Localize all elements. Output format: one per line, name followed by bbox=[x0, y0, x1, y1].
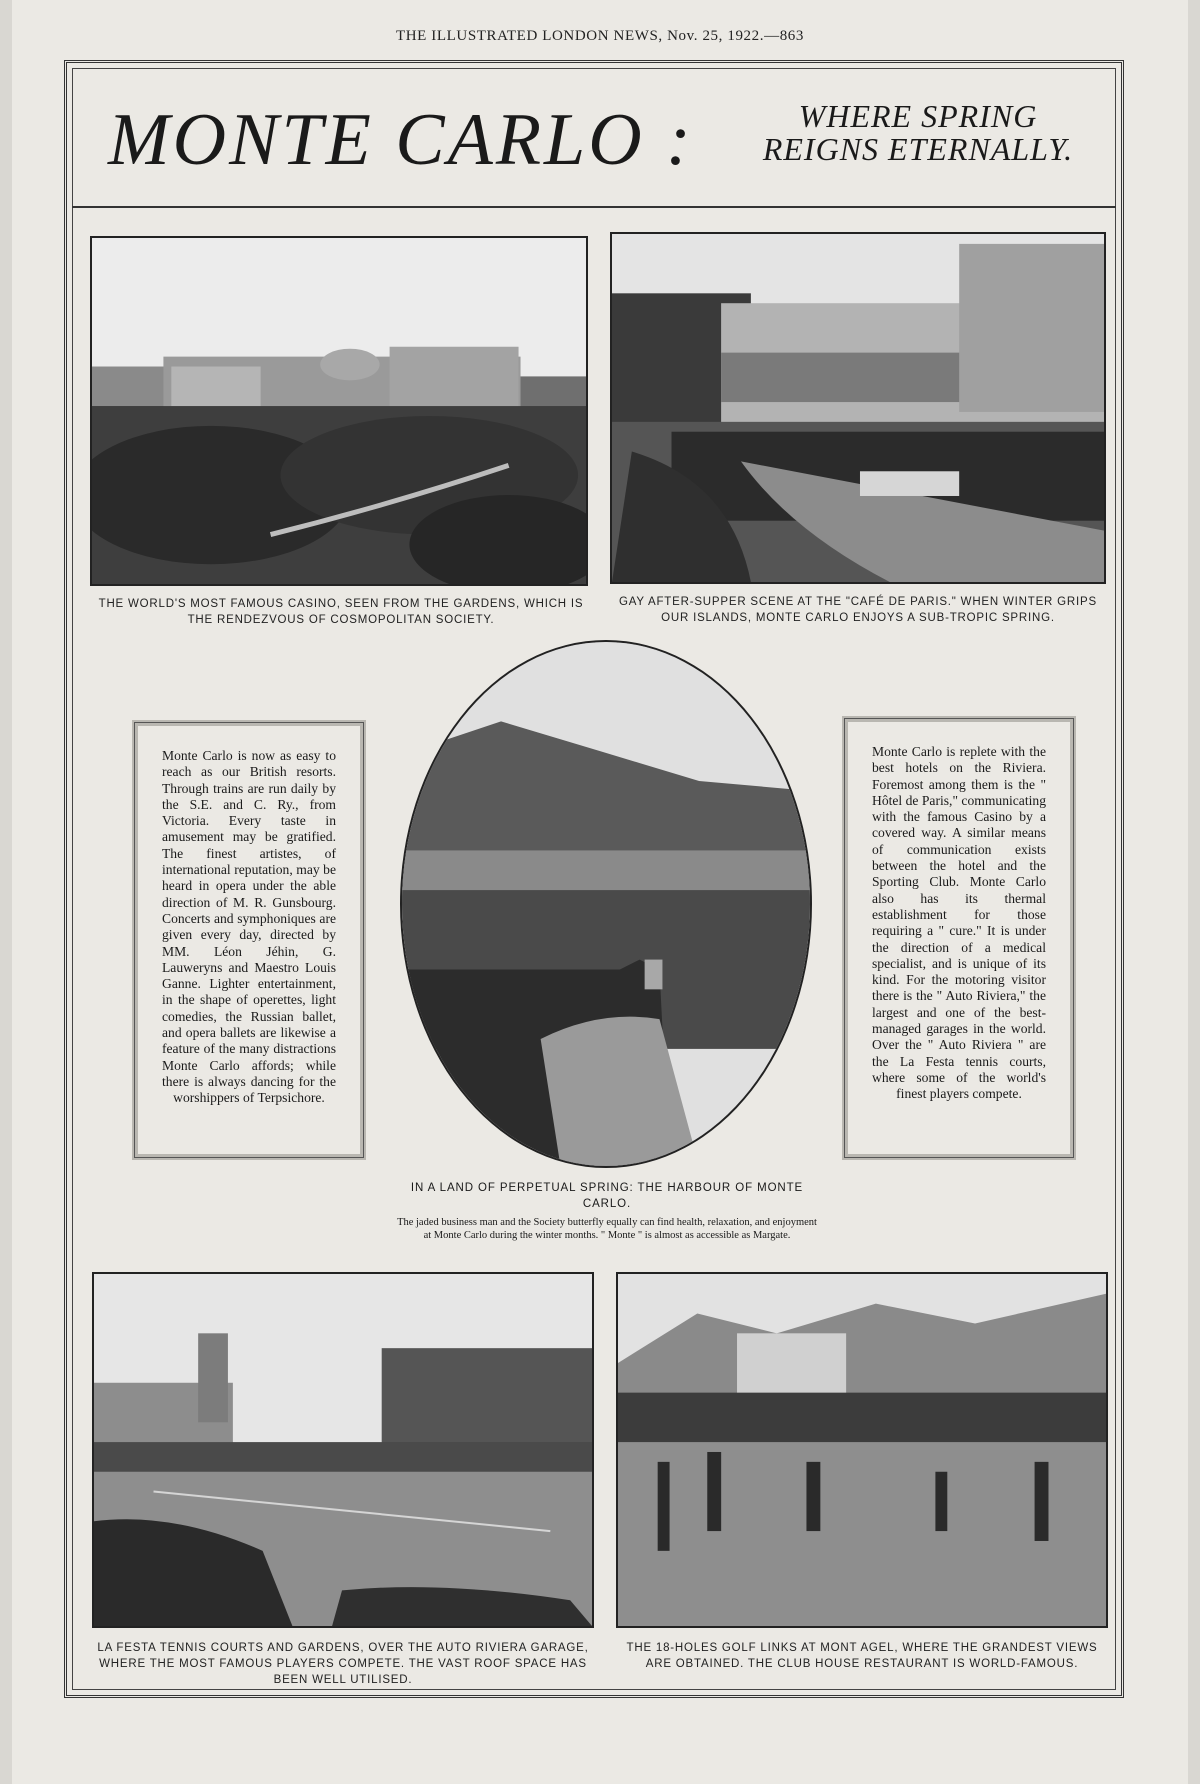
headline-sub bbox=[748, 100, 1088, 166]
left-text-box bbox=[132, 720, 366, 1160]
harbour-caption bbox=[392, 1180, 822, 1242]
cafe-photo bbox=[610, 232, 1106, 584]
golf-caption: THE 18-HOLES GOLF LINKS AT MONT AGEL, WHERE THE GRANDEST VIEWS ARE OBTAINED. THE CLUB HOUSE RESTAURANT IS WORLD-FAMOUS. bbox=[626, 1642, 1098, 1670]
casino-photo bbox=[90, 236, 588, 586]
right-text-box bbox=[842, 716, 1076, 1160]
left-text-body: Monte Carlo is now as easy to reach as our British resorts. Through trains are run daily by the S.E. and C. Ry., from Victoria. Every taste in amusement may be gratified. The finest artistes, of international reputation, may be heard in opera under the able direction of M. R. Gunsbourg. Concerts and symphoniques are given every day, directed by MM. Léon Jéhin, G. Lauweryns and Maestro Louis Ganne. Lighter entertainment, in the shape of operettes, light comedies, the Russian ballet, and opera ballets are likewise a feature of the many distractions Monte Carlo affords; while there is always dancing for the worshippers of Terpsichore. bbox=[162, 748, 336, 1106]
tennis-caption: LA FESTA TENNIS COURTS AND GARDENS, OVER THE AUTO RIVIERA GARAGE, WHERE THE MOST FAMOUS PLAYERS COMPETE. THE VAST ROOF SPACE HAS BEEN WELL UTILISED. bbox=[97, 1642, 589, 1686]
harbour-photo bbox=[400, 640, 812, 1168]
casino-caption: THE WORLD'S MOST FAMOUS CASINO, SEEN FROM THE GARDENS, WHICH IS THE RENDEZVOUS OF COSMOPOLITAN SOCIETY. bbox=[98, 598, 584, 626]
running-head: THE ILLUSTRATED LONDON NEWS, Nov. 25, 1922.—863 bbox=[395, 28, 805, 44]
right-text-body: Monte Carlo is replete with the best hotels on the Riviera. Foremost among them is the " Hôtel de Paris," communicating with the famous Casino by a covered way. A similar means of communication exists between the hotel and the Sporting Club. Monte Carlo also has its thermal establishment for those requiring a " cure." It is under the direction of a medical specialist, and is unique of its kind. For the motoring visitor there is the " Auto Riviera," the largest and one of the best-managed garages in the world. Over the " Auto Riviera " are the La Festa tennis courts, where some of the world's finest players compete. bbox=[872, 744, 1046, 1102]
newspaper-page bbox=[12, 0, 1188, 1784]
headline-sub-line1: WHERE SPRING bbox=[798, 98, 1038, 134]
harbour-caption-heading: IN A LAND OF PERPETUAL SPRING: THE HARBOUR OF MONTE CARLO. bbox=[410, 1182, 804, 1210]
headline-band bbox=[72, 68, 1116, 208]
cafe-caption: GAY AFTER-SUPPER SCENE AT THE "CAFÉ DE PARIS." WHEN WINTER GRIPS OUR ISLANDS, MONTE CARLO ENJOYS A SUB-TROPIC SPRING. bbox=[619, 596, 1097, 624]
headline-sub-line2: REIGNS ETERNALLY. bbox=[762, 131, 1074, 167]
tennis-photo bbox=[92, 1272, 594, 1628]
golf-photo bbox=[616, 1272, 1108, 1628]
headline-main: MONTE CARLO : bbox=[108, 99, 694, 181]
harbour-caption-text: The jaded business man and the Society butterfly equally can find health, relaxation, and enjoyment at Monte Carlo during the winter months. " Monte " is almost as accessible as Margate. bbox=[397, 1217, 817, 1241]
